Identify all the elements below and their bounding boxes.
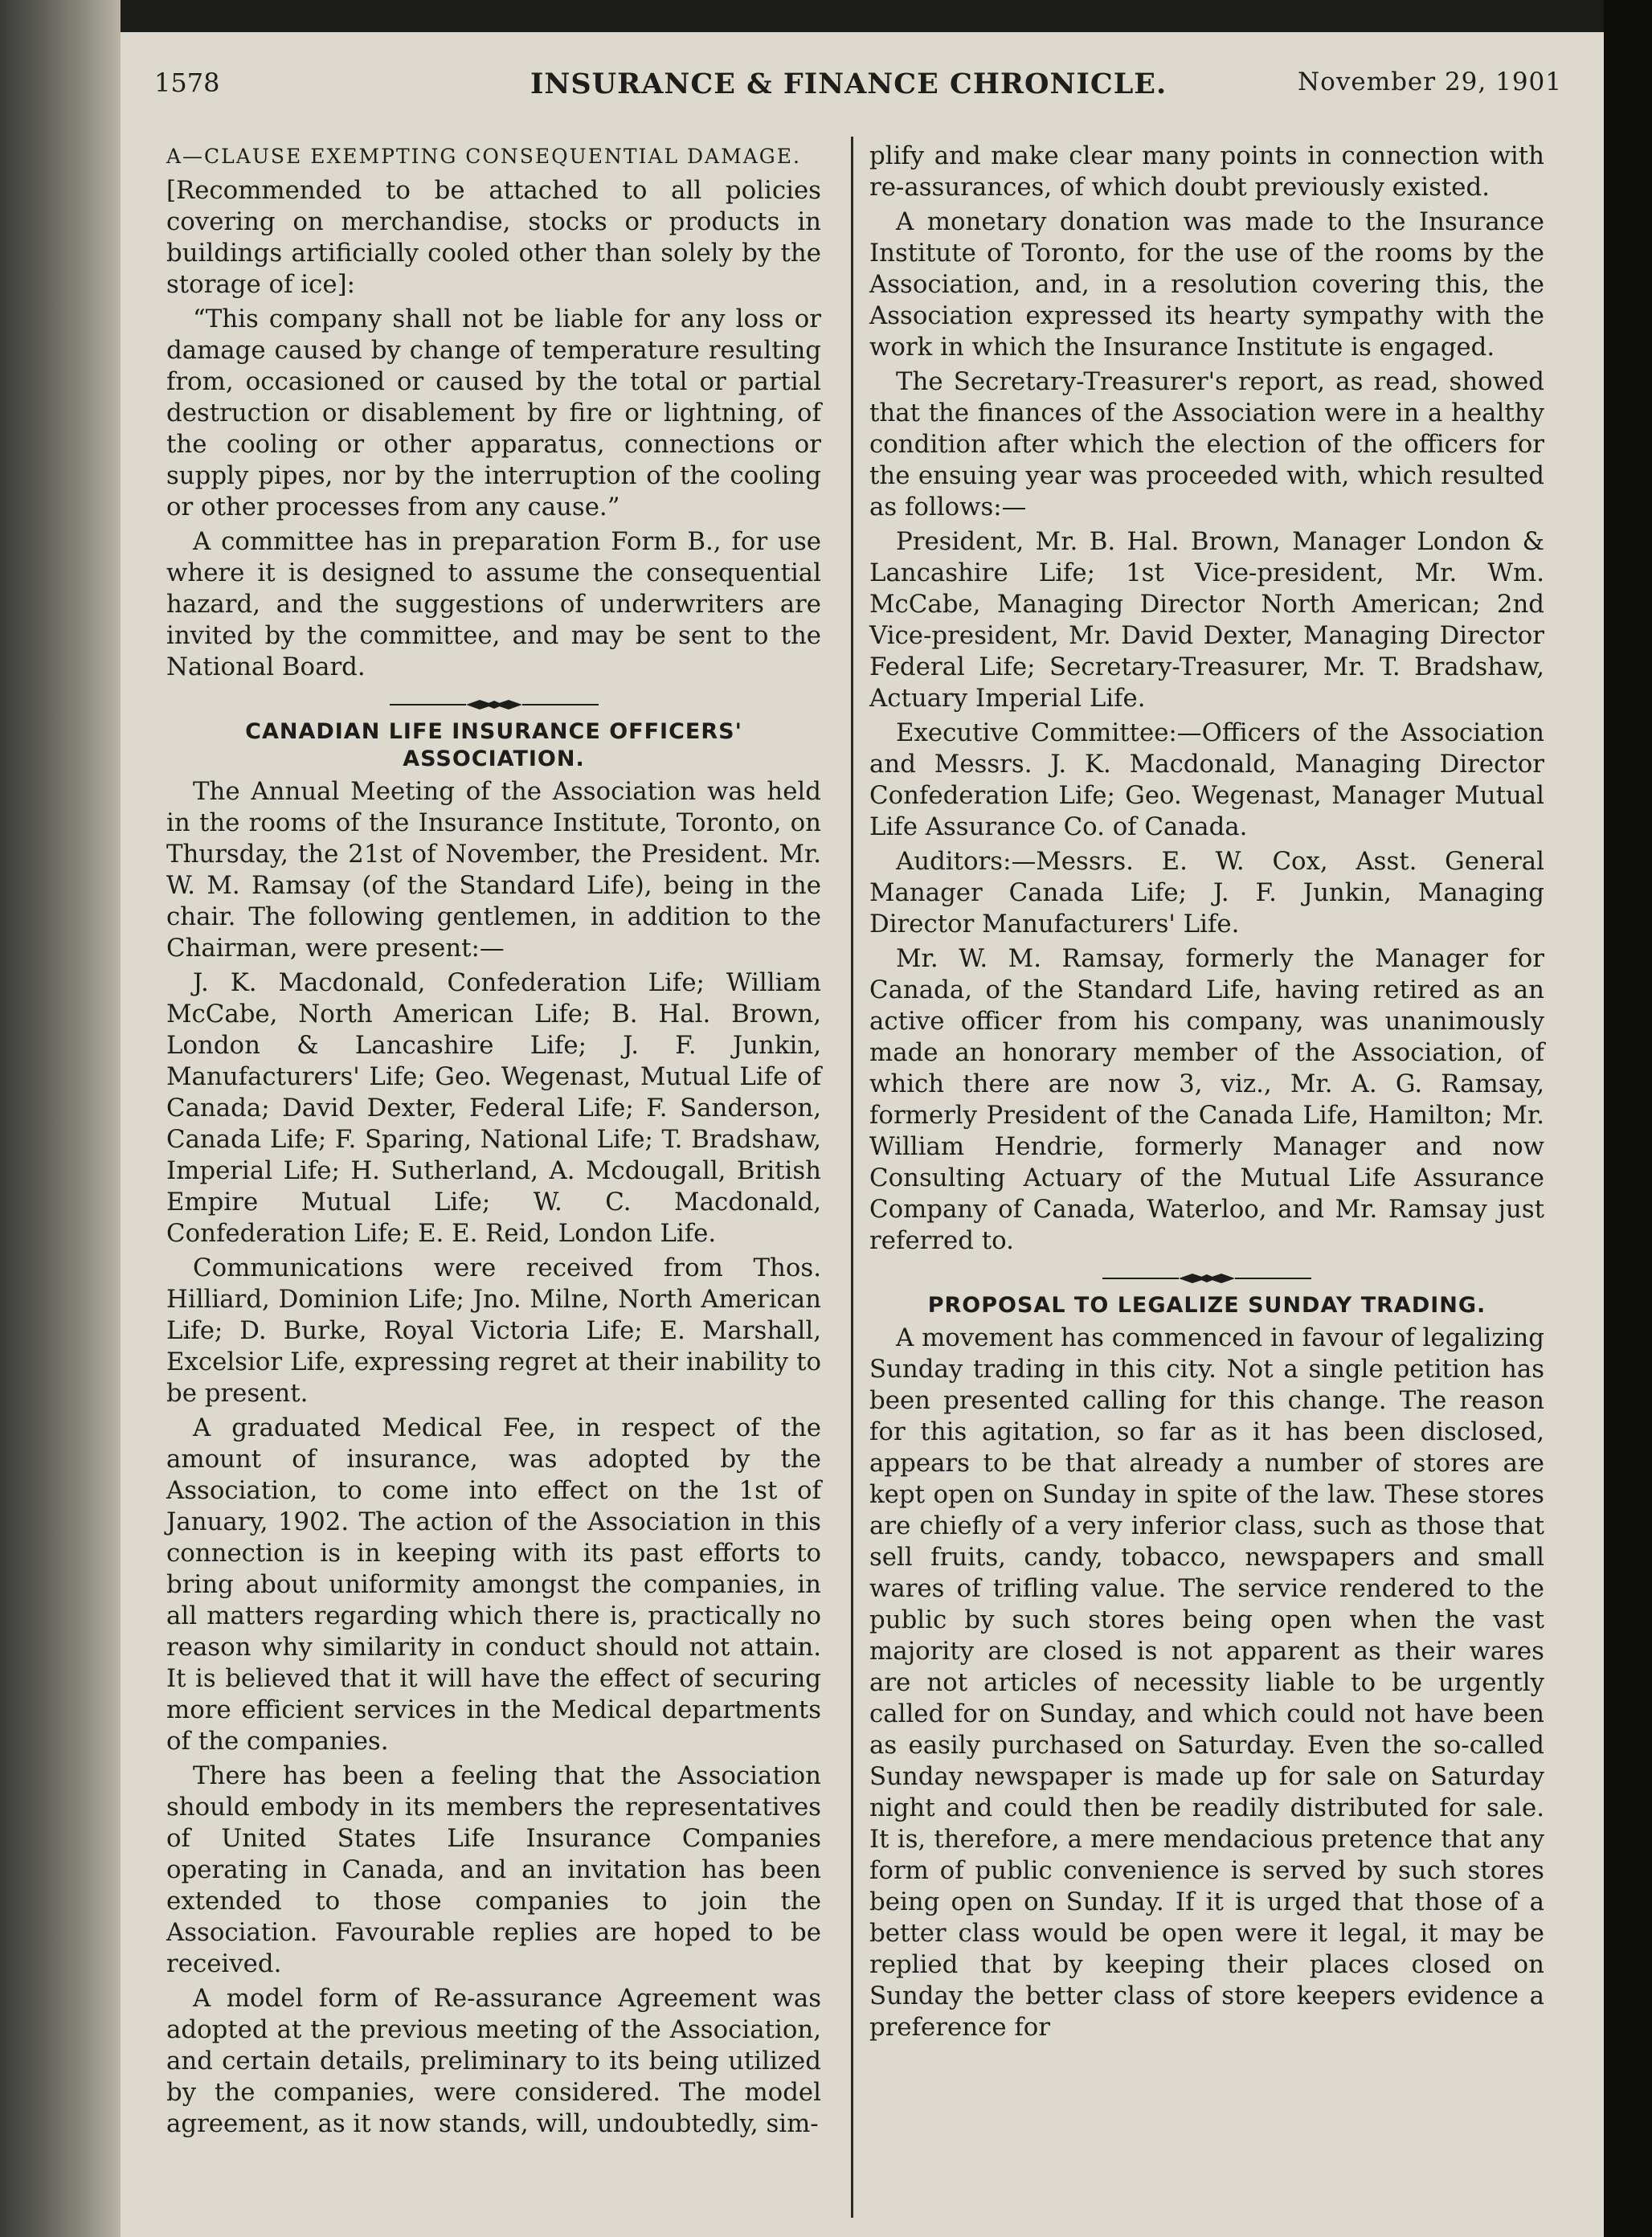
sunday-trading-heading: PROPOSAL TO LEGALIZE SUNDAY TRADING. (927, 1293, 1486, 1318)
officers-paragraph: President, Mr. B. Hal. Brown, Manager London & Lancashire Life; 1st Vice-president, Mr. Wm. McCabe, Managing Director North American; 2nd Vice-president, Mr. David Dexter, Managing Director Federal Life; Secretary-Treasurer, Mr. T. Bradshaw, Actuary Imperial Life. (869, 527, 1544, 713)
reassurance-continued: plify and make clear many points in connection with re-assurances, of which doubt previously existed. (869, 141, 1544, 202)
association-us-companies: There has been a feeling that the Association should embody in its members the representatives of United States Life Insurance Companies operating in Canada, and an invitation has been extended to those companies to join the Association. Favourable replies are hoped to be received. (166, 1761, 821, 1978)
clause-committee-paragraph: A committee has in preparation Form B., for use where it is designed to assume the consequential hazard, and the suggestions of underwriters are invited by the committee, and may be sent to the National Board. (166, 527, 821, 681)
association-attendees: J. K. Macdonald, Confederation Life; William McCabe, North American Life; B. Hal. Brown, London & Lancashire Life; J. F. Junkin, Manufacturers' Life; Geo. Wegenast, Mutual Life of Canada; David Dexter, Federal Life; F. Sanderson, Canada Life; F. Sparing, National Life; T. Bradshaw, Imperial Life; H. Sutherland, A. Mcdougall, British Empire Mutual Life; W. C. Macdonald, Confederation Life; E. E. Reid, London Life. (166, 968, 821, 1248)
auditors-paragraph: Auditors:—Messrs. E. W. Cox, Asst. General Manager Canada Life; J. F. Junkin, Managing Director Manufacturers' Life. (869, 847, 1544, 939)
page-edge-shadow (1604, 0, 1652, 2237)
clause-text: “This company shall not be liable for any loss or damage caused by change of temperature resulting from, occasioned or caused by the total or partial destruction or disablement by fire or lightning, of the cooling or other apparatus, connections or supply pipes, nor by the interruption of the cooling or other processes from any cause.” (166, 305, 821, 521)
clause-note: [Recommended to be attached to all policies covering on merchandise, stocks or products in buildings artificially cooled other than solely by the storage of ice]: (166, 176, 821, 299)
executive-committee-paragraph: Executive Committee:—Officers of the Association and Messrs. J. K. Macdonald, Managing Director Confederation Life; Geo. Wegenast, Manager Mutual Life Assurance Co. of Canada. (869, 718, 1544, 841)
book-binding (0, 0, 121, 2237)
left-column (166, 141, 821, 2143)
donation-paragraph: A monetary donation was made to the Insurance Institute of Toronto, for the use of the rooms by the Association, and, in a resolution covering this, the Association expressed its hearty sympathy with the work in which the Insurance Institute is engaged. (869, 207, 1544, 362)
association-heading: CANADIAN LIFE INSURANCE OFFICERS' ASSOCIATION. (245, 719, 742, 771)
running-header (121, 67, 1604, 116)
page-number: 1578 (154, 67, 220, 98)
sunday-trading-paragraph: A movement has commenced in favour of legalizing Sunday trading in this city. Not a single petition has been presented calling for this change. The reason for this agitation, so far as it has been disclosed, appears to be that already a number of stores are kept open on Sunday in spite of the law. These stores are chiefly of a very inferior class, such as those that sell fruits, candy, tobacco, newspapers and small wares of trifling value. The service rendered to the public by such stores being open when the vast majority are closed is not apparent as their wares are not articles of necessity liable to be urgently called for on Sunday, and which could not have been as easily purchased on Saturday. Even the so-called Sunday newspaper is made up for sale on Saturday night and could then be readily distributed for sale. It is, therefore, a mere mendacious pretence that any form of public convenience is served by such stores being open on Sunday. If it is urged that those of a better class would be open were it legal, it may be replied that by keeping their places closed on Sunday the better class of store keepers evidence a preference for (869, 1323, 1544, 2042)
right-column (869, 141, 1544, 2047)
ramsay-paragraph: Mr. W. M. Ramsay, formerly the Manager for Canada, of the Standard Life, having retired as an active officer from his company, was unanimously made an honorary member of the Association, of which there are now 3, viz., Mr. A. G. Ramsay, formerly President of the Canada Life, Hamilton; Mr. William Hendrie, formerly Manager and now Consulting Actuary of the Mutual Life Assurance Company of Canada, Waterloo, and Mr. Ramsay just referred to. (869, 944, 1544, 1255)
issue-date: November 29, 1901 (1298, 67, 1562, 96)
association-medical-fee: A graduated Medical Fee, in respect of the amount of insurance, was adopted by the Association, to come into effect on the 1st of January, 1902. The action of the Association in this connection is in keeping with its past efforts to bring about uniformity amongst the companies, in all matters regarding which there is, practically no reason why similarity in conduct should not attain. It is believed that it will have the effect of securing more efficient services in the Medical departments of the companies. (166, 1413, 821, 1756)
treasurer-report-paragraph: The Secretary-Treasurer's report, as read, showed that the finances of the Association were in a healthy condition after which the election of the officers for the ensuing year was proceeded with, which resulted as follows:— (869, 367, 1544, 521)
clause-heading: A—CLAUSE EXEMPTING CONSEQUENTIAL DAMAGE. (166, 145, 801, 168)
newspaper-page (121, 32, 1604, 2237)
association-paragraph-1: The Annual Meeting of the Association was held in the rooms of the Insurance Institute, Toronto, on Thursday, the 21st of November, the President. Mr. W. M. Ramsay (of the Standard Life), being in the chair. The following gentlemen, in addition to the Chairman, were present:— (166, 777, 821, 963)
section-ornament (869, 1263, 1544, 1279)
association-reassurance: A model form of Re-assurance Agreement was adopted at the previous meeting of the Association, and certain details, preliminary to its being utilized by the companies, were considered. The model agreement, as it now stands, will, undoubtedly, sim- (166, 1984, 821, 2138)
section-ornament (166, 689, 821, 705)
publication-title: INSURANCE & FINANCE CHRONICLE. (530, 67, 1167, 100)
association-communications: Communications were received from Thos. Hilliard, Dominion Life; Jno. Milne, North American Life; D. Burke, Royal Victoria Life; E. Marshall, Excelsior Life, expressing regret at their inability to be present. (166, 1253, 821, 1408)
column-divider (851, 137, 853, 2218)
